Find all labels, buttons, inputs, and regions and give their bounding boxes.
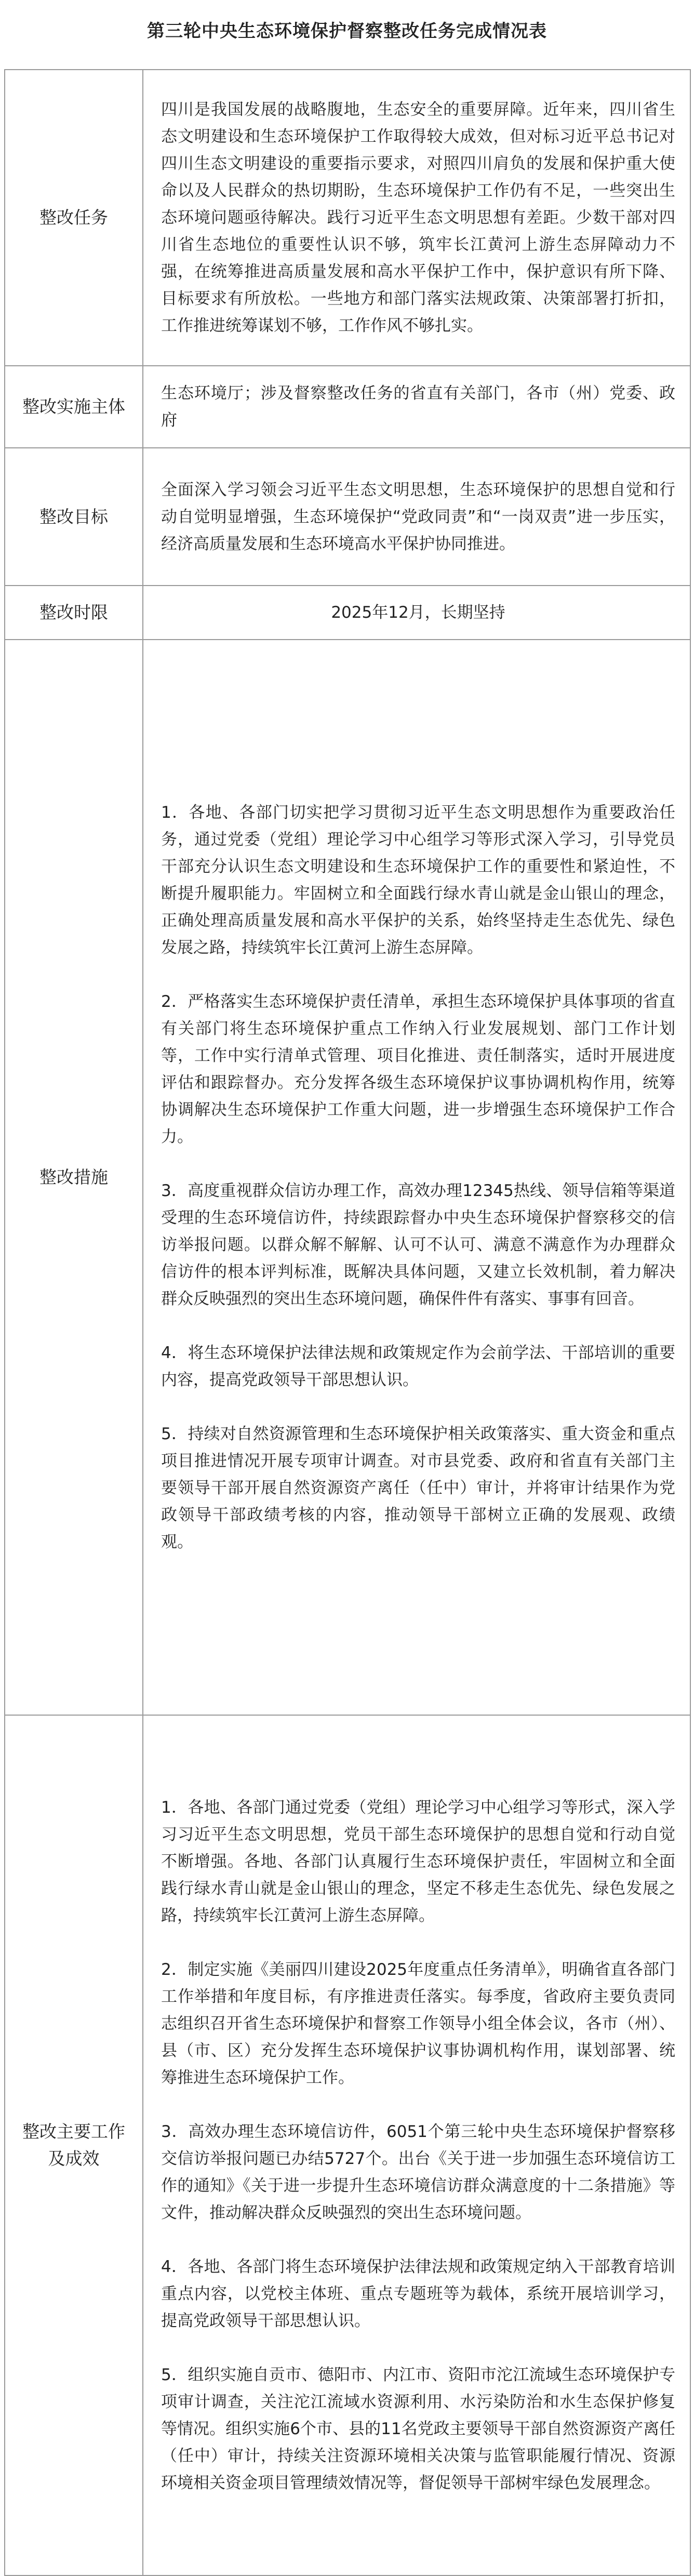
document-title: 第三轮中央生态环境保护督察整改任务完成情况表 <box>147 21 547 42</box>
measure-item-1: 1．各地、各部门切实把学习贯彻习近平生态文明思想作为重要政治任务，通过党委（党组）理论学习中心组学习等形式深入学习，引导党员干部充分认识生态文明建设和生态环境保护工作的重要性和紧迫性，不断提升履职能力。牢固树立和全面践行绿水青山就是金山银山的理念，正确处理高质量发展和高水平保护的关系，始终坚持走生态优先、绿色发展之路，持续筑牢长江黄河上游生态屏障。 <box>161 803 675 957</box>
rectification-table <box>4 69 691 2576</box>
content-cell-task <box>143 70 690 366</box>
label-deadline: 整改时限 <box>39 602 108 622</box>
row-deadline <box>5 586 690 640</box>
label-measures: 整改措施 <box>39 1167 108 1187</box>
label-cell-measures <box>5 640 143 1715</box>
measure-item-5: 5．持续对自然资源管理和生态环境保护相关政策落实、重大资金和重点项目推进情况开展专项审计调查。对市县党委、政府和省直有关部门主要领导干部开展自然资源资产离任（任中）审计，并将审计结果作为党政领导干部政绩考核的内容，推动领导干部树立正确的发展观、政绩观。 <box>161 1425 675 1551</box>
label-goal: 整改目标 <box>39 506 108 527</box>
content-cell-subject <box>143 366 690 448</box>
row-measures <box>5 640 690 1715</box>
content-cell-results <box>143 1715 690 2575</box>
row-goal <box>5 448 690 586</box>
content-cell-goal <box>143 448 690 586</box>
label-task: 整改任务 <box>39 207 108 228</box>
text-goal: 全面深入学习领会习近平生态文明思想，生态环境保护的思想自觉和行动自觉明显增强，生态环境保护“党政同责”和“一岗双责”进一步压实，经济高质量发展和生态环境高水平保护协同推进。 <box>161 480 675 553</box>
label-subject: 整改实施主体 <box>22 396 125 417</box>
row-results <box>5 1715 690 2575</box>
result-item-4: 4．各地、各部门将生态环境保护法律法规和政策规定纳入干部教育培训重点内容，以党校主体班、重点专题班等为载体，系统开展培训学习，提高党政领导干部思想认识。 <box>161 2258 675 2330</box>
label-cell-subject <box>5 366 143 448</box>
result-item-1: 1．各地、各部门通过党委（党组）理论学习中心组学习等形式，深入学习习近平生态文明思想，党员干部生态环境保护的思想自觉和行动自觉不断增强。各地、各部门认真履行生态环境保护责任，牢固树立和全面践行绿水青山就是金山银山的理念，坚定不移走生态优先、绿色发展之路，持续筑牢长江黄河上游生态屏障。 <box>161 1798 675 1925</box>
content-cell-measures <box>143 640 690 1715</box>
row-task <box>5 70 690 366</box>
label-cell-deadline <box>5 586 143 640</box>
label-cell-goal <box>5 448 143 586</box>
measure-item-2: 2．严格落实生态环境保护责任清单，承担生态环境保护具体事项的省直有关部门将生态环境保护重点工作纳入行业发展规划、部门工作计划等，工作中实行清单式管理、项目化推进、责任制落实，适时开展进度评估和跟踪督办。充分发挥各级生态环境保护议事协调机构作用，统筹协调解决生态环境保护工作重大问题，进一步增强生态环境保护工作合力。 <box>161 992 675 1146</box>
measure-item-4: 4．将生态环境保护法律法规和政策规定作为会前学法、干部培训的重要内容，提高党政领导干部思想认识。 <box>161 1344 675 1389</box>
measure-item-3: 3．高度重视群众信访办理工作，高效办理12345热线、领导信箱等渠道受理的生态环境信访件，持续跟踪督办中央生态环境保护督察移交的信访举报问题。以群众解不解解、认可不认可、满意不满意作为办理群众信访件的根本评判标准，既解决具体问题，又建立长效机制，着力解决群众反映强烈的突出生态环境问题，确保件件有落实、事事有回音。 <box>161 1181 675 1308</box>
label-cell-results <box>5 1715 143 2575</box>
text-deadline: 2025年12月，长期坚持 <box>331 603 505 622</box>
label-cell-task <box>5 70 143 366</box>
result-item-3: 3．高效办理生态环境信访件，6051个第三轮中央生态环境保护督察移交信访举报问题已办结5727个。出台《关于进一步加强生态环境信访工作的通知》《关于进一步提升生态环境信访群众满意度的十二条措施》等文件，推动解决群众反映强烈的突出生态环境问题。 <box>161 2122 675 2222</box>
text-subject: 生态环境厅；涉及督察整改任务的省直有关部门，各市（州）党委、政府 <box>161 384 675 430</box>
content-cell-deadline <box>143 586 690 640</box>
result-item-5: 5．组织实施自贡市、德阳市、内江市、资阳市沱江流域生态环境保护专项审计调查，关注沱江流域水资源利用、水污染防治和水生态保护修复等情况。组织实施6个市、县的11名党政主要领导干部自然资源资产离任（任中）审计，持续关注资源环境相关决策与监管职能履行情况、资源环境相关资金项目管理绩效情况等，督促领导干部树牢绿色发展理念。 <box>161 2366 675 2492</box>
text-task: 四川是我国发展的战略腹地，生态安全的重要屏障。近年来，四川省生态文明建设和生态环境保护工作取得较大成效，但对标习近平总书记对四川生态文明建设的重要指示要求，对照四川肩负的发展和保护重大使命以及人民群众的热切期盼，生态环境保护工作仍有不足，一些突出生态环境问题亟待解决。践行习近平生态文明思想有差距。少数干部对四川省生态地位的重要性认识不够，筑牢长江黄河上游生态屏障动力不强，在统筹推进高质量发展和高水平保护工作中，保护意识有所下降、目标要求有所放松。一些地方和部门落实法规政策、决策部署打折扣，工作推进统筹谋划不够，工作作风不够扎实。 <box>161 100 675 335</box>
result-item-2: 2．制定实施《美丽四川建设2025年度重点任务清单》，明确省直各部门工作举措和年度目标，有序推进责任落实。每季度，省政府主要负责同志组织召开省生态环境保护和督察工作领导小组全体会议，各市（州）、县（市、区）充分发挥生态环境保护议事协调机构作用，谋划部署、统筹推进生态环境保护工作。 <box>161 1960 675 2087</box>
label-results: 整改主要工作及成效 <box>22 2121 125 2169</box>
row-subject <box>5 366 690 448</box>
